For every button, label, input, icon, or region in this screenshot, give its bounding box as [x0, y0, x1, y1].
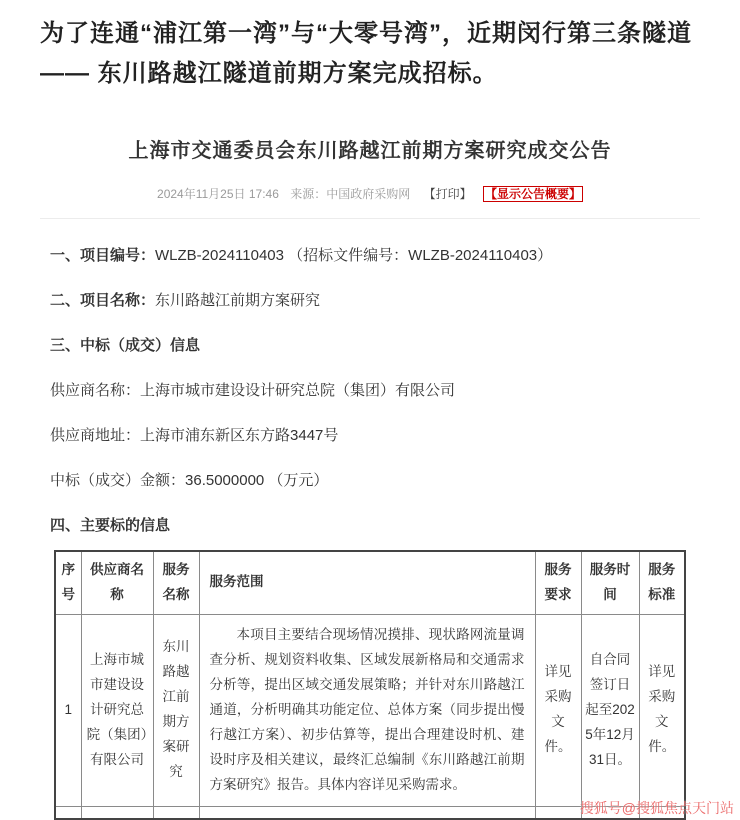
header-supplier-name: 供应商名称 [81, 551, 153, 614]
field-award-amount [50, 470, 690, 491]
main-info-table [54, 550, 686, 820]
cell-service-standard: 详见采购文件。 [639, 614, 685, 806]
header-service-standard: 服务标准 [639, 551, 685, 614]
header-service-requirement: 服务要求 [535, 551, 581, 614]
empty-cell [199, 806, 535, 819]
field-project-no [50, 245, 690, 266]
supplier-name-value: 上海市城市建设设计研究总院（集团）有限公司 [140, 382, 456, 399]
empty-cell [81, 806, 153, 819]
section3-heading [50, 335, 690, 356]
cell-service-requirement: 详见采购文件。 [535, 614, 581, 806]
header-seq-no: 序号 [55, 551, 81, 614]
award-amount-value: 36.5000000 （万元） [185, 472, 329, 489]
award-amount-label: 中标（成交）金额： [50, 472, 186, 489]
supplier-address-value: 上海市浦东新区东方路3447号 [140, 427, 339, 444]
print-button[interactable]: 【打印】 [423, 187, 472, 201]
notice-body [0, 219, 740, 536]
project-name-label: 二、项目名称： [50, 292, 156, 309]
field-supplier-address [50, 425, 690, 446]
project-no-label: 一、项目编号： [50, 247, 156, 264]
header-service-name: 服务名称 [153, 551, 199, 614]
section3-title: 三、中标（成交）信息 [50, 337, 201, 354]
project-no-value: WLZB-2024110403 （招标文件编号：WLZB-2024110403） [155, 247, 553, 264]
header-service-time: 服务时间 [581, 551, 639, 614]
empty-cell [153, 806, 199, 819]
cell-supplier-name: 上海市城市建设设计研究总院（集团）有限公司 [81, 614, 153, 806]
project-name-value: 东川路越江前期方案研究 [155, 292, 321, 309]
section4-heading [50, 515, 690, 536]
empty-cell [55, 806, 81, 819]
notice-meta [0, 185, 740, 202]
supplier-name-label: 供应商名称： [50, 382, 141, 399]
notice-title: 上海市交通委员会东川路越江前期方案研究成交公告 [128, 140, 612, 162]
empty-cell [535, 806, 581, 819]
meta-datetime: 2024年11月25日 17:46 [157, 187, 279, 201]
cell-service-name: 东川路越江前期方案研究 [153, 614, 199, 806]
section4-title: 四、主要标的信息 [50, 517, 171, 534]
watermark: 搜狐号@搜狐焦点天门站 [579, 800, 734, 816]
table-header-row [55, 551, 685, 614]
cell-seq-no: 1 [55, 614, 81, 806]
cell-service-time: 自合同签订日起至2025年12月31日。 [581, 614, 639, 806]
header-service-scope: 服务范围 [199, 551, 535, 614]
show-summary-button[interactable]: 【显示公告概要】 [484, 187, 581, 201]
field-supplier-name [50, 380, 690, 401]
supplier-address-label: 供应商地址： [50, 427, 141, 444]
meta-source: 来源：中国政府采购网 [290, 187, 411, 201]
cell-service-scope: 本项目主要结合现场情况摸排、现状路网流量调查分析、规划资料收集、区域发展新格局和交通需求分析等，提出区域交通发展策略；并针对东川路越江通道，分析明确其功能定位、总体方案（同步提出慢行越江方案）、初步估算等，提出合理建设时机、建设时序及相关建议，最终汇总编制《东川路越江前期方案研究》报告。具体内容详见采购需求。 [199, 614, 535, 806]
table-row [55, 614, 685, 806]
field-project-name [50, 290, 690, 311]
intro-text: 为了连通“浦江第一湾”与“大零号湾”，近期闵行第三条隧道 —— 东川路越江隧道前期方案完成招标。 [40, 20, 692, 87]
